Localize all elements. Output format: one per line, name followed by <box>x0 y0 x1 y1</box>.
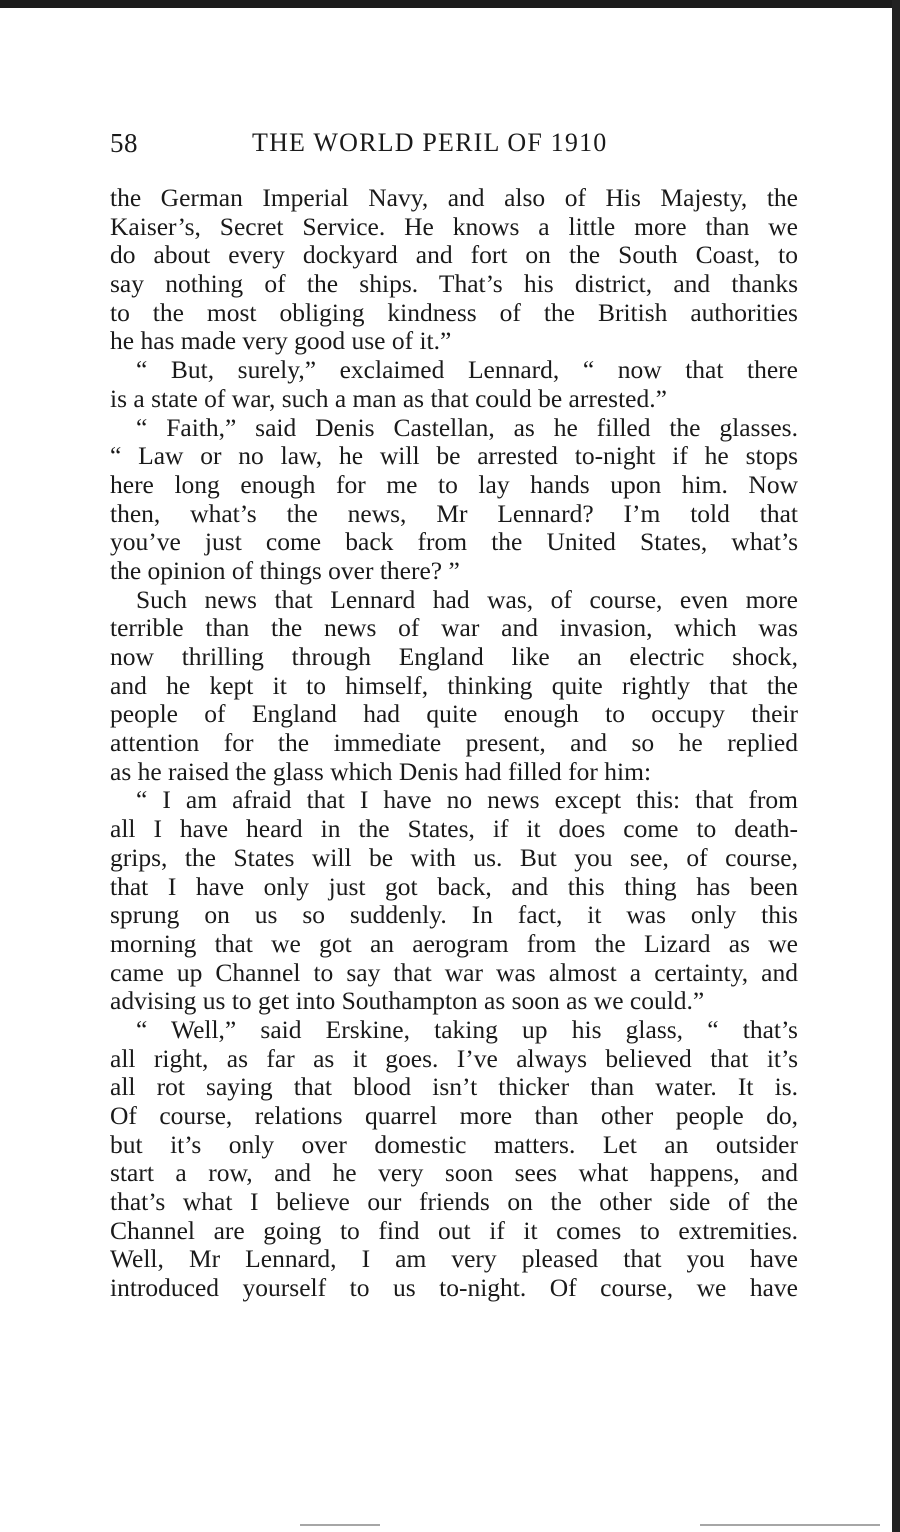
running-title: THE WORLD PERIL OF 1910 <box>252 128 608 157</box>
text-line: to the most obliging kindness of the British authorities <box>110 297 798 327</box>
scan-right-edge <box>892 0 900 1532</box>
text-line: “ But, surely,” exclaimed Lennard, “ now that there <box>136 355 798 385</box>
text-line: sprung on us so suddenly. In fact, it was only this <box>110 900 798 930</box>
body-text <box>110 184 798 1303</box>
text-line: all I have heard in the States, if it does come to death- <box>110 814 798 844</box>
text-line: as he raised the glass which Denis had filled for him: <box>110 756 652 786</box>
text-line: Of course, relations quarrel more than other people do, <box>110 1101 798 1130</box>
text-line: but it’s only over domestic matters. Let an outsider <box>110 1129 798 1159</box>
text-line: “ Faith,” said Denis Castellan, as he filled the glasses. <box>136 412 798 442</box>
text-line: grips, the States will be with us. But you see, of course, <box>110 842 798 872</box>
scan-speck <box>300 1524 380 1526</box>
text-line: Well, Mr Lennard, I am very pleased that you have <box>110 1244 798 1274</box>
text-line: that I have only just got back, and this thing has been <box>110 871 798 901</box>
text-line: here long enough for me to lay hands upon him. Now <box>110 469 798 499</box>
text-line: morning that we got an aerogram from the Lizard as we <box>110 928 798 958</box>
text-line: is a state of war, such a man as that could be arrested.” <box>110 383 667 413</box>
text-line: Kaiser’s, Secret Service. He knows a little more than we <box>110 211 798 241</box>
text-line: and he kept it to himself, thinking quite rightly that the <box>110 670 798 700</box>
text-line: start a row, and he very soon sees what happens, and <box>110 1158 798 1188</box>
text-line: “ Law or no law, he will be arrested to-night if he stops <box>110 441 798 471</box>
text-line: he has made very good use of it.” <box>110 326 452 356</box>
scan-speck <box>700 1524 880 1526</box>
text-line: Such news that Lennard had was, of course, even more <box>136 584 798 614</box>
text-line: that’s what I believe our friends on the other side of the <box>110 1187 798 1217</box>
text-line: “ Well,” said Erskine, taking up his glass, “ that’s <box>136 1014 798 1044</box>
text-line: say nothing of the ships. That’s his district, and thanks <box>110 269 798 299</box>
text-line: terrible than the news of war and invasion, which was <box>110 613 798 643</box>
text-line: the opinion of things over there? ” <box>110 555 460 585</box>
scan-top-edge <box>0 0 900 8</box>
text-line: all right, as far as it goes. I’ve always believed that it’s <box>110 1043 798 1073</box>
text-line: all rot saying that blood isn’t thicker than water. It is. <box>110 1072 798 1102</box>
text-line: then, what’s the news, Mr Lennard? I’m told that <box>110 498 798 528</box>
text-line: attention for the immediate present, and so he replied <box>110 728 798 758</box>
text-line: Channel are going to find out if it comes to extremities. <box>110 1215 798 1245</box>
text-line: you’ve just come back from the United States, what’s <box>110 527 798 557</box>
text-line: came up Channel to say that war was almost a certainty, and <box>110 957 798 987</box>
text-line: “ I am afraid that I have no news except this: that from <box>136 785 798 815</box>
text-line: do about every dockyard and fort on the South Coast, to <box>110 240 798 270</box>
text-line: people of England had quite enough to occupy their <box>110 699 798 729</box>
text-line: introduced yourself to us to-night. Of course, we have <box>110 1273 798 1303</box>
text-line: advising us to get into Southampton as soon as we could.” <box>110 986 705 1016</box>
text-line: the German Imperial Navy, and also of His Majesty, the <box>110 183 798 212</box>
text-line: now thrilling through England like an electric shock, <box>110 642 798 671</box>
page-header <box>110 128 800 168</box>
page-number: 58 <box>110 128 138 158</box>
